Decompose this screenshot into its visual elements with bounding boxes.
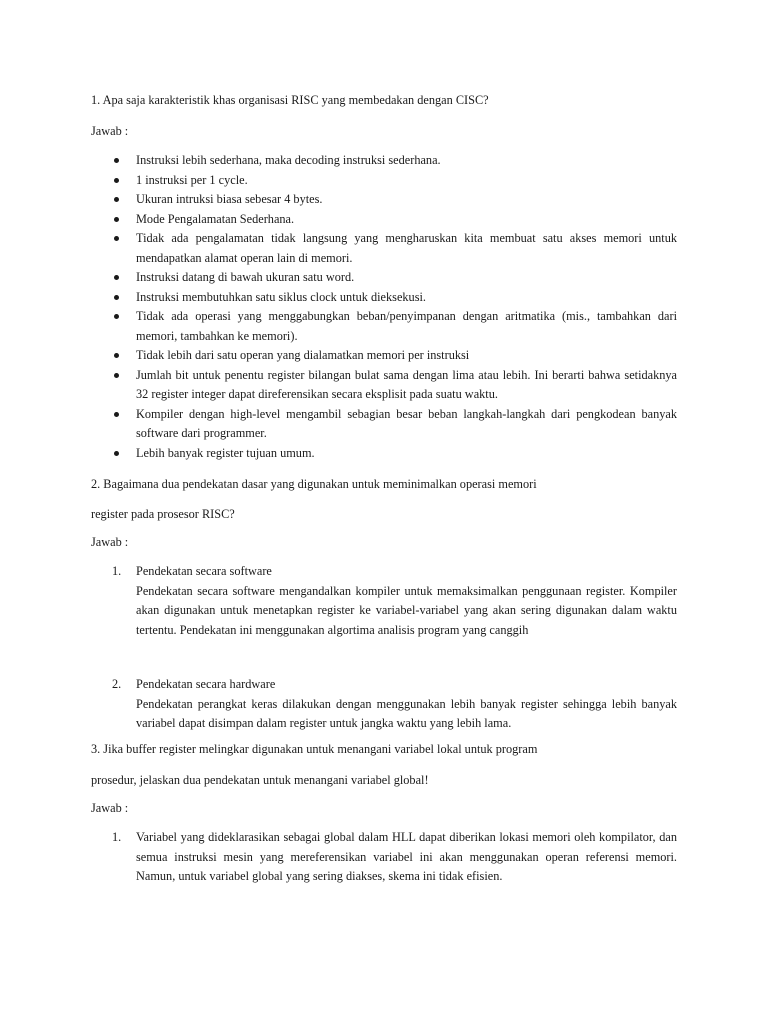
bullet-icon <box>114 353 119 358</box>
list-item: Tidak ada pengalamatan tidak langsung yang mengharuskan kita membuat satu akses memori untuk mendapatkan alamat operan lain di memori. <box>91 229 677 268</box>
bullet-icon <box>114 236 119 241</box>
item-body: Variabel yang dideklarasikan sebagai global dalam HLL dapat diberikan lokasi memori oleh kompilator, dan semua instruksi mesin yang mereferensikan variabel ini akan menggunakan operan referensi memori. Namun, untuk variabel global yang sering diakses, skema ini tidak efisien. <box>136 830 677 883</box>
q2-numbered-list <box>91 562 677 640</box>
list-item: Tidak lebih dari satu operan yang dialamatkan memori per instruksi <box>91 346 677 366</box>
q1-bullet-list <box>91 151 677 463</box>
question-3-line-2: prosedur, jelaskan dua pendekatan untuk menangani variabel global! <box>91 773 429 787</box>
bullet-icon <box>114 295 119 300</box>
list-item: Instruksi lebih sederhana, maka decoding instruksi sederhana. <box>91 151 677 171</box>
list-item <box>91 828 677 887</box>
item-number: 2. <box>112 677 122 691</box>
item-body: Pendekatan secara software mengandalkan kompiler untuk memaksimalkan penggunaan register. Kompiler akan digunakan untuk menetapkan register ke variabel-variabel yang akan sering digunakan dalam waktu tertentu. Pendekatan ini menggunakan algortima analisis program yang canggih <box>136 583 677 637</box>
bullet-icon <box>114 217 119 222</box>
bullet-icon <box>114 178 119 183</box>
list-item: 1 instruksi per 1 cycle. <box>91 171 677 191</box>
list-item: Tidak ada operasi yang menggabungkan beban/penyimpanan dengan aritmatika (mis., tambahkan dari memori, tambahkan ke memori). <box>91 307 677 346</box>
bullet-icon <box>114 197 119 202</box>
item-title: Pendekatan secara software <box>136 564 272 578</box>
q3-numbered-list <box>91 828 677 887</box>
list-item: Ukuran intruksi biasa sebesar 4 bytes. <box>91 190 677 210</box>
list-item: Mode Pengalamatan Sederhana. <box>91 210 677 230</box>
item-body: Pendekatan perangkat keras dilakukan dengan menggunakan lebih banyak register sehingga lebih banyak variabel dapat disimpan dalam register untuk jangka waktu yang lebih lama. <box>136 696 677 730</box>
question-1: 1. Apa saja karakteristik khas organisasi RISC yang membedakan dengan CISC? <box>91 93 489 107</box>
bullet-icon <box>114 451 119 456</box>
bullet-icon <box>114 158 119 163</box>
bullet-icon <box>114 275 119 280</box>
list-item: Jumlah bit untuk penentu register bilangan bulat sama dengan lima atau lebih. Ini berarti bahwa setidaknya 32 register integer dapat direferensikan secara eksplisit pada suatu waktu. <box>91 366 677 405</box>
answer-label-3: Jawab : <box>91 801 129 815</box>
answer-label-2: Jawab : <box>91 535 129 549</box>
question-2-line-1: 2. Bagaimana dua pendekatan dasar yang digunakan untuk meminimalkan operasi memori <box>91 477 537 491</box>
item-number: 1. <box>112 830 122 844</box>
bullet-icon <box>114 373 119 378</box>
q2-numbered-list-2 <box>91 675 677 734</box>
question-3-line-1: 3. Jika buffer register melingkar digunakan untuk menangani variabel lokal untuk program <box>91 742 538 756</box>
bullet-icon <box>114 412 119 417</box>
item-number: 1. <box>112 564 122 578</box>
answer-label-1: Jawab : <box>91 124 129 138</box>
question-2-line-2: register pada prosesor RISC? <box>91 507 235 521</box>
bullet-icon <box>114 314 119 319</box>
list-item: Instruksi datang di bawah ukuran satu word. <box>91 268 677 288</box>
list-item: Instruksi membutuhkan satu siklus clock untuk dieksekusi. <box>91 288 677 308</box>
list-item <box>91 675 677 734</box>
item-title: Pendekatan secara hardware <box>136 677 276 691</box>
list-item: Kompiler dengan high-level mengambil sebagian besar beban langkah-langkah dari pengkodean banyak software dari programmer. <box>91 405 677 444</box>
list-item: Lebih banyak register tujuan umum. <box>91 444 677 464</box>
list-item <box>91 562 677 640</box>
